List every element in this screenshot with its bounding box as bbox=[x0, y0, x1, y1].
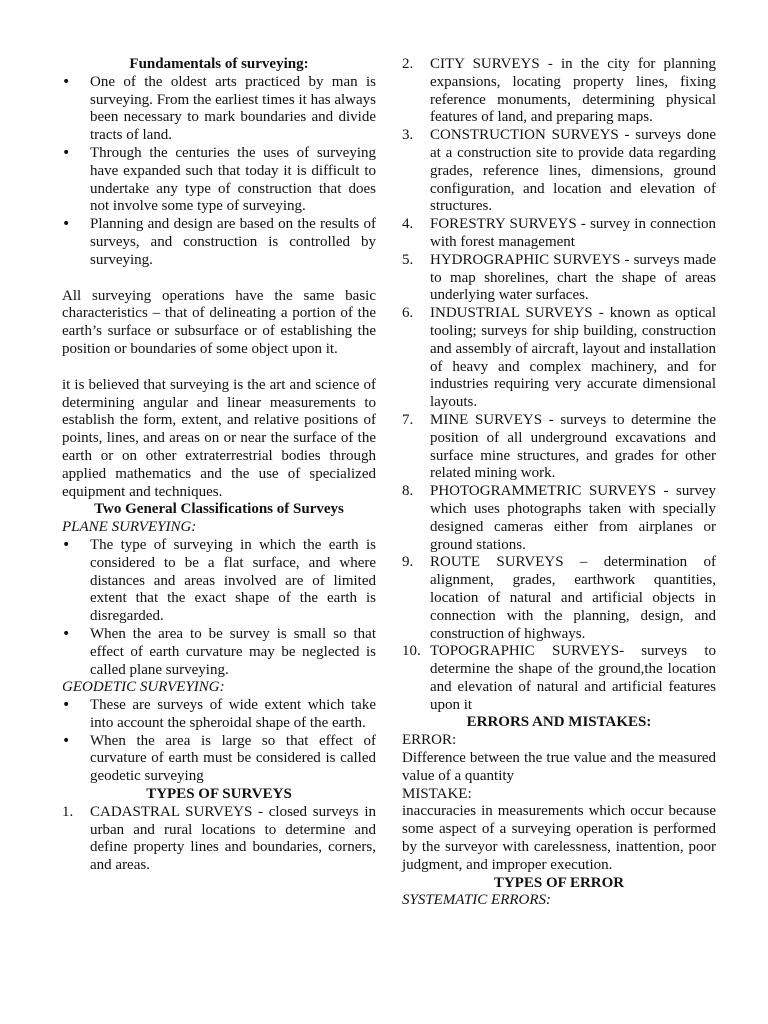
geodetic-surveying-label: GEODETIC SURVEYING: bbox=[62, 679, 225, 696]
list-item bbox=[402, 483, 716, 554]
types-of-error-heading: TYPES OF ERROR bbox=[493, 874, 625, 891]
list-number: 1. bbox=[62, 803, 74, 820]
list-item: • When the area to be survey is small so that effect of earth curvature may be neglected is called plane surveying. bbox=[62, 626, 376, 679]
list-item-text: PHOTOGRAMMETRIC SURVEYS - survey which uses photographs taken with specially designed cameras either from airplanes or ground stations. bbox=[430, 483, 716, 553]
list-item bbox=[62, 804, 376, 875]
list-item bbox=[402, 127, 716, 216]
list-item: • Planning and design are based on the results of surveys, and construction is controlled by surveying. bbox=[62, 216, 376, 269]
list-item: • When the area is large so that effect of curvature of earth must be considered is called geodetic surveying bbox=[62, 733, 376, 786]
list-item-text: FORESTRY SURVEYS - survey in connection with forest management bbox=[430, 216, 716, 250]
list-item bbox=[402, 412, 716, 483]
errors-and-mistakes-heading: ERRORS AND MISTAKES: bbox=[466, 714, 652, 731]
list-item-text: CADASTRAL SURVEYS - closed surveys in urban and rural locations to determine and define property lines and boundaries, corners, and areas. bbox=[90, 803, 376, 874]
list-item-text: CITY SURVEYS - in the city for planning expansions, locating property lines, fixing reference monuments, determining physical features of land, and preparing maps. bbox=[430, 56, 716, 126]
list-item-text: TOPOGRAPHIC SURVEYS- surveys to determine the shape of the ground,the location and elevation of natural and artificial features upon it bbox=[430, 643, 716, 713]
list-item bbox=[402, 56, 716, 127]
geodetic-bullet-list bbox=[62, 697, 376, 786]
list-number: 10. bbox=[402, 643, 421, 660]
intro-bullet-list bbox=[62, 74, 376, 270]
error-definition: Difference between the true value and the measured value of a quantity bbox=[402, 750, 716, 784]
list-item: • The type of surveying in which the earth is considered to be a flat surface, and where distances and areas involved are of limited extent that the exact shape of the earth is disregarded. bbox=[62, 537, 376, 626]
characteristics-paragraph: All surveying operations have the same basic characteristics – that of delineating a portion of the earth’s surface or subsurface or of establishing the position or boundaries of some object upon it. bbox=[62, 287, 376, 357]
list-item bbox=[402, 305, 716, 412]
systematic-errors-label: SYSTEMATIC ERRORS: bbox=[402, 892, 552, 909]
list-number: 3. bbox=[402, 127, 414, 144]
list-item-text: CONSTRUCTION SURVEYS - surveys done at a construction site to provide data regarding grades, reference lines, dimensions, ground configuration, and location and elevation of structures. bbox=[430, 127, 716, 215]
mistake-definition: inaccuracies in measurements which occur because some aspect of a surveying operation is performed by the surveyor with carelessness, inattention, poor judgment, and improper execution. bbox=[402, 803, 716, 873]
definition-paragraph: it is believed that surveying is the art and science of determining angular and linear measurements to establish the form, extent, and relative positions of points, lines, and areas on or near the surface of the earth or on other extraterrestrial bodies through applied mathematics and the use of specialized equipment and techniques. bbox=[62, 376, 376, 500]
list-number: 9. bbox=[402, 554, 414, 571]
list-item-text: MINE SURVEYS - surveys to determine the position of all underground excavations and surface mine structures, and grades for other related mining work. bbox=[430, 411, 716, 482]
survey-types-list-start bbox=[62, 804, 376, 875]
list-item-text: HYDROGRAPHIC SURVEYS - surveys made to map shorelines, chart the shape of areas underlying water surfaces. bbox=[430, 251, 716, 304]
list-item: • Through the centuries the uses of surveying have expanded such that today it is difficult to undertake any type of construction that does not involve some type of surveying. bbox=[62, 145, 376, 216]
list-item: • These are surveys of wide extent which take into account the spheroidal shape of the earth. bbox=[62, 697, 376, 733]
list-number: 8. bbox=[402, 483, 414, 500]
list-number: 6. bbox=[402, 305, 414, 322]
classifications-heading: Two General Classifications of Surveys bbox=[94, 501, 344, 518]
list-number: 7. bbox=[402, 411, 414, 428]
list-number: 5. bbox=[402, 251, 414, 268]
list-item: • One of the oldest arts practiced by man is surveying. From the earliest times it has always been necessary to mark boundaries and divide tracts of land. bbox=[62, 74, 376, 145]
list-item bbox=[402, 216, 716, 252]
types-of-surveys-heading: TYPES OF SURVEYS bbox=[146, 786, 292, 803]
list-item bbox=[402, 554, 716, 643]
plane-surveying-label: PLANE SURVEYING: bbox=[62, 519, 197, 536]
list-item bbox=[402, 252, 716, 305]
plane-bullet-list bbox=[62, 537, 376, 679]
left-column bbox=[62, 56, 376, 875]
right-column bbox=[402, 56, 716, 910]
list-item-text: INDUSTRIAL SURVEYS - known as optical tooling; surveys for ship building, construction and assembly of aircraft, layout and installation of heavy and complex machinery, and for industries requiring very accurate dimensional layouts. bbox=[430, 305, 716, 411]
list-item-text: ROUTE SURVEYS – determination of alignment, grades, earthwork quantities, location of natural and artificial objects in connection with the planning, design, and construction of highways. bbox=[430, 554, 716, 642]
list-number: 4. bbox=[402, 216, 414, 233]
survey-types-list-continued bbox=[402, 56, 716, 714]
list-item bbox=[402, 643, 716, 714]
list-number: 2. bbox=[402, 56, 414, 72]
mistake-label: MISTAKE: bbox=[402, 785, 472, 802]
fundamentals-heading: Fundamentals of surveying: bbox=[129, 56, 309, 72]
error-label: ERROR: bbox=[402, 732, 457, 749]
